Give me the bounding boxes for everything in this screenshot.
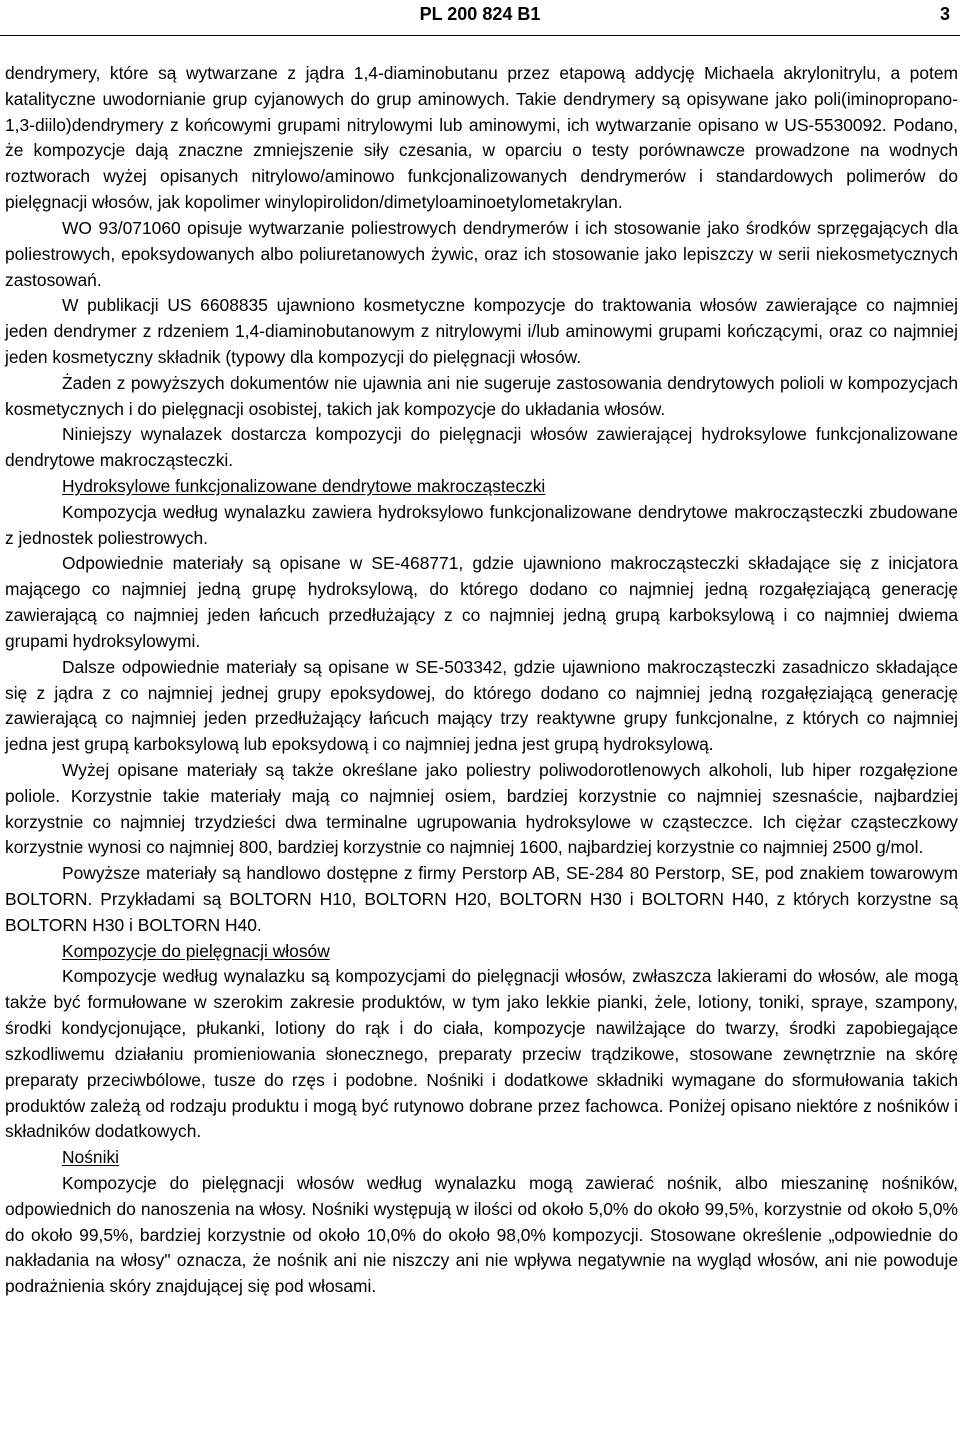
document-id: PL 200 824 B1 <box>419 4 541 24</box>
section-heading-text: Nośniki <box>62 1147 120 1168</box>
section-heading-hair-care-compositions <box>5 939 958 965</box>
paragraph: Odpowiednie materiały są opisane w SE-468771, gdzie ujawniono makrocząsteczki składające się z inicjatora mającego co najmniej jedną grupę hydroksylową, do którego dodano co najmniej jedną rozgałęziającą generację zawierającą co najmniej jeden łańcuch przedłużający z co najmniej jedną grupą karboksylową i co najmniej dwiema grupami hydroksylowymi. <box>5 553 958 651</box>
paragraph: Żaden z powyższych dokumentów nie ujawnia ani nie sugeruje zastosowania dendrytowych polioli w kompozycjach kosmetycznych i do pielęgnacji osobistej, takich jak kompozycje do układania włosów. <box>5 372 958 419</box>
header-divider <box>0 35 960 36</box>
paragraph: Dalsze odpowiednie materiały są opisane w SE-503342, gdzie ujawniono makrocząsteczki zasadniczo składające się z jądra z co najmniej jednej grupy epoksydowej, do którego dodano co najmniej jedną rozgałęziającą generację zawierającą co najmniej jeden przedłużający łańcuch mający trzy reaktywne grupy funkcjonalne, z których co najmniej jedna jest grupą karboksylową lub epoksydową i co najmniej jedna jest grupą hydroksylową. <box>5 656 958 755</box>
paragraph: Kompozycja według wynalazku zawiera hydroksylowo funkcjonalizowane dendrytowe makrocząsteczki zbudowane z jednostek poliestrowych. <box>5 501 958 548</box>
paragraph: Wyżej opisane materiały są także określane jako poliestry poliwodorotlenowych alkoholi, lub hiper rozgałęzione poliole. Korzystnie takie materiały mają co najmniej osiem, bardziej korzystnie co najmniej szesnaście, najbardziej korzystnie co najmniej trzydzieści dwa terminalne ugrupowania hydroksylowe w cząsteczce. Ich ciężar cząsteczkowy korzystnie wynosi co najmniej 800, bardziej korzystnie co najmniej 1600, najbardziej korzystnie co najmniej 2500 g/mol. <box>5 759 958 858</box>
paragraph: WO 93/071060 opisuje wytwarzanie poliestrowych dendrymerów i ich stosowanie jako środków sprzęgających dla poliestrowych, epoksydowanych albo poliuretanowych żywic, oraz ich stosowanie jako lepiszczy w serii niekosmetycznych zastosowań. <box>5 217 958 290</box>
section-heading-text: Kompozycje do pielęgnacji włosów <box>62 940 330 961</box>
page-header <box>0 0 960 28</box>
section-heading-text: Hydroksylowe funkcjonalizowane dendrytowe makrocząsteczki <box>62 476 546 496</box>
paragraph: W publikacji US 6608835 ujawniono kosmetyczne kompozycje do traktowania włosów zawierające co najmniej jeden dendrymer z rdzeniem 1,4-diaminobutanowym z nitrylowymi i/lub aminowymi grupami kończącymi, oraz co najmniej jeden kosmetyczny składnik (typowy dla kompozycji do pielęgnacji włosów. <box>5 295 958 367</box>
paragraph: Kompozycje według wynalazku są kompozycjami do pielęgnacji włosów, zwłaszcza lakierami do włosów, ale mogą także być formułowane w szerokim zakresie produktów, w tym jako lekkie pianki, żele, lotiony, toniki, spraye, szampony, środki kondycjonujące, płukanki, lotiony do rąk i do ciała, kompozycje nawilżające do twarzy, środki zapobiegające szkodliwemu działaniu promieniowania słonecznego, preparaty przeciw trądzikowe, stosowane zewnętrznie na skórę preparaty przeciwbólowe, tusze do rzęs i podobne. Nośniki i dodatkowe składniki wymagane do sformułowania takich produktów zależą od rodzaju produktu i mogą być rutynowo dobrane przez fachowca. Poniżej opisano niektóre z nośników i składników dodatkowych. <box>5 966 958 1142</box>
paragraph: Powyższe materiały są handlowo dostępne z firmy Perstorp AB, SE-284 80 Perstorp, SE, pod znakiem towarowym BOLTORN. Przykładami są BOLTORN H10, BOLTORN H20, BOLTORN H30 i BOLTORN H40, z których korzystne są BOLTORN H30 i BOLTORN H40. <box>5 863 958 935</box>
paragraph: Kompozycje do pielęgnacji włosów według wynalazku mogą zawierać nośnik, albo mieszaninę nośników, odpowiednich do nanoszenia na włosy. Nośniki występują w ilości od około 5,0% do około 99,5%, korzystnie od około 5,0% do około 99,5%, bardziej korzystnie od około 10,0% do około 98,0% kompozycji. Stosowane określenie „odpowiednie do nakładania na włosy" oznacza, że nośnik ani nie niszczy ani nie wpływa negatywnie na wygląd włosów, ani nie powoduje podrażnienia skóry znajdującej się pod włosami. <box>5 1172 958 1297</box>
document-body <box>5 61 958 1300</box>
paragraph: dendrymery, które są wytwarzane z jądra 1,4-diaminobutanu przez etapową addycję Michaela akrylonitrylu, a potem katalityczne uwodornianie grup cyjanowych do grup aminowych. Takie dendrymery są opisywane jako poli(iminopropano-1,3-diilo)dendrymery z końcowymi grupami nitrylowymi lub aminowymi, ich wytwarzanie opisano w US-5530092. Podano, że kompozycje dają znaczne zmniejszenie siły czesania, w oparciu o testy porównawcze prowadzone na wodnych roztworach wyżej opisanych nitrylowo/aminowo funkcjonalizowanych dendrymerów i standardowych polimerów do pielęgnacji włosów, jak kopolimer winylopirolidon/dimetyloaminoetylometakrylan. <box>5 63 958 213</box>
paragraph: Niniejszy wynalazek dostarcza kompozycji do pielęgnacji włosów zawierającej hydroksylowe funkcjonalizowane dendrytowe makrocząsteczki. <box>5 424 958 471</box>
section-heading-carriers <box>5 1145 958 1171</box>
section-heading-dendritic-macromolecules <box>5 474 958 500</box>
page-number: 3 <box>939 4 950 24</box>
